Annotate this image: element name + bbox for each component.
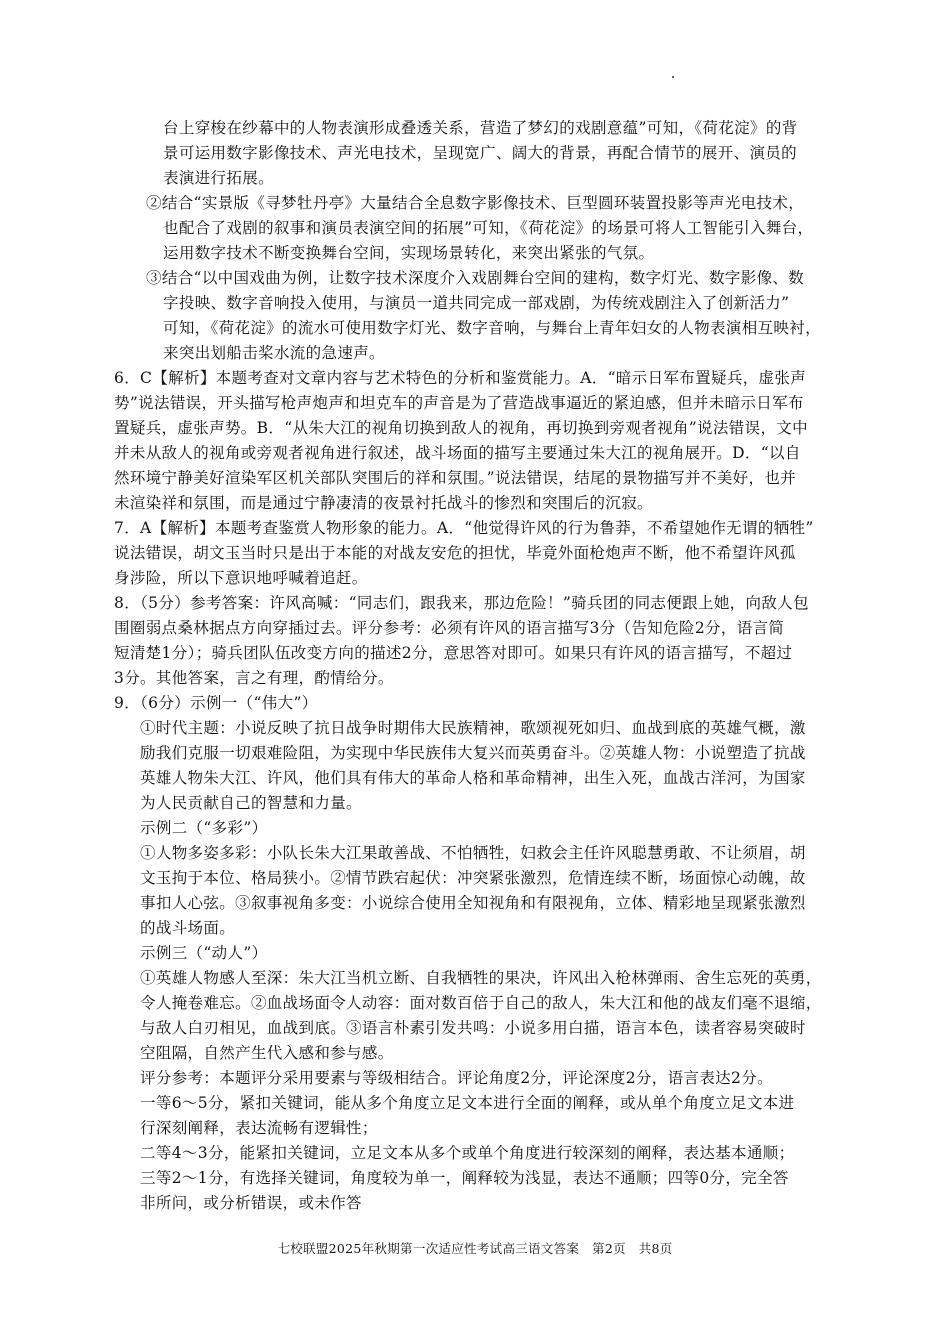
text-line: 一等6～5分，紧扣关键词，能从多个角度立足文本进行全面的阐释，或从单个角度立足文本进 (140, 1094, 795, 1112)
text-line: 说法错误，胡文玉当时只是出于本能的对战友安危的担忧，毕竟外面枪炮声不断，他不希望许风孤 (114, 544, 796, 562)
text-line: 并未从敌人的视角或旁观者视角进行叙述，战斗场面的描写主要通过朱大江的视角展开。D．“以自 (114, 444, 801, 462)
text-line: 励我们克服一切艰难险阻，为实现中华民族伟大复兴而英勇奋斗。②英雄人物：小说塑造了抗战 (140, 744, 806, 762)
text-line: 表演进行拓展。 (163, 169, 274, 187)
text-line: 空阻隔，自然产生代入感和参与感。 (140, 1044, 394, 1062)
text-line: 英雄人物朱大江、许风，他们具有伟大的革命人格和革命精神，出生入死，血战古洋河，为国家 (140, 769, 806, 787)
text-line: 与敌人白刃相见，血战到底。③语言朴素引发共鸣：小说多用白描，语言本色，读者容易突破时 (140, 1019, 806, 1037)
text-line: 台上穿梭在纱幕中的人物表演形成叠透关系，营造了梦幻的戏剧意蕴”可知，《荷花淀》的背 (163, 119, 798, 137)
text-line: 景可运用数字影像技术、声光电技术，呈现宽广、阔大的背景，再配合情节的展开、演员的 (163, 144, 798, 162)
text-line: ③结合“以中国戏曲为例，让数字技术深度介入戏剧舞台空间的建构，数字灯光、数字影像、数 (146, 269, 805, 287)
example-heading: 示例二（“多彩”） (140, 819, 268, 837)
text-line: 可知，《荷花淀》的流水可使用数字灯光、数字音响，与舞台上青年妇女的人物表演相互映衬， (163, 319, 821, 337)
text-line: 身涉险，所以下意识地呼喊着追赶。 (114, 569, 368, 587)
text-line: ②结合“实景版《寻梦牡丹亭》大量结合全息数字影像技术、巨型圆环装置投影等声光电技术， (146, 194, 805, 212)
text-line: ①时代主题：小说反映了抗日战争时期伟大民族精神，歌颂视死如归、血战到底的英雄气概，激 (140, 719, 806, 737)
scoring-line: 评分参考：本题评分采用要素与等级相结合。评论角度2分，评论深度2分，语言表达2分。 (140, 1069, 773, 1087)
text-line: 文玉拘于本位、格局狭小。②情节跌宕起伏：冲突紧张激烈，危情连续不断，场面惊心动魄，故 (140, 869, 806, 887)
text-line: ①英雄人物感人至深：朱大江当机立断、自我牺牲的果决，许风出入枪林弹雨、舍生忘死的英勇， (140, 969, 822, 987)
question-6-line: 6．C【解析】本题考查对文章内容与艺术特色的分析和鉴赏能力。A．“暗示日军布置疑兵，虚张声 (114, 369, 807, 387)
question-8-line: 8．（5分）参考答案：许风高喊：“同志们，跟我来，那边危险！”骑兵团的同志便跟上她，向敌人包 (114, 594, 809, 612)
question-9-line: 9．（6分）示例一（“伟大”） (114, 694, 318, 712)
corner-dot (672, 76, 674, 78)
text-line: 为人民贡献自己的智慧和力量。 (140, 794, 362, 812)
example-heading: 示例三（“动人”） (140, 944, 268, 962)
text-line: 运用数字技术不断变换舞台空间，实现场景转化，来突出紧张的气氛。 (163, 244, 655, 262)
text-line: 围圈弱点桑林据点方向穿插过去。评分参考：必须有许风的语言描写3分（告知危险2分，语言简 (114, 619, 785, 637)
text-line: 势”说法错误，开头描写枪声炮声和坦克车的声音是为了营造战事逼近的紧迫感，但并未暗示日军布 (114, 394, 804, 412)
text-line: 事扣人心弦。③叙事视角多变：小说综合使用全知视角和有限视角，立体、精彩地呈现紧张激烈 (140, 894, 806, 912)
text-line: 短清楚1分）；骑兵团队伍改变方向的描述2分，意思答对即可。如果只有许风的语言描写，不超过 (114, 644, 793, 662)
text-line: 3分。其他答案，言之有理，酌情给分。 (114, 669, 394, 687)
text-line: ①人物多姿多彩：小队长朱大江果敢善战、不怕牺牲，妇救会主任许风聪慧勇敢、不让须眉，胡 (140, 844, 806, 862)
text-line: 的战斗场面。 (140, 919, 236, 937)
text-line: 字投映、数字音响投入使用，与演员一道共同完成一部戏剧，为传统戏剧注入了创新活力” (163, 294, 790, 312)
text-line: 也配合了戏剧的叙事和演员表演空间的拓展”可知，《荷花淀》的场景可将人工智能引入舞台， (163, 219, 814, 237)
text-line: 来突出划船击桨水流的急速声。 (163, 344, 385, 362)
text-line: 行深刻阐释，表达流畅有逻辑性； (140, 1119, 378, 1137)
text-line: 令人掩卷难忘。②血战场面令人动容：面对数百倍于自己的敌人，朱大江和他的战友们毫不退缩， (140, 994, 822, 1012)
text-line: 未渲染祥和氛围，而是通过宁静凄清的夜景衬托战斗的惨烈和突围后的沉寂。 (114, 494, 653, 512)
question-7-line: 7．A【解析】本题考查鉴赏人物形象的能力。A．“他觉得许风的行为鲁莽，不希望她作无谓的牺牲” (114, 519, 814, 537)
text-line: 然环境宁静美好渲染军区机关部队突围后的祥和氛围。”说法错误，结尾的景物描写并不美好，也并 (114, 469, 797, 487)
text-line: 置疑兵，虚张声势。B．“从朱大江的视角切换到敌人的视角，再切换到旁观者视角”说法错误，文中 (114, 419, 808, 437)
text-line: 二等4～3分，能紧扣关键词，立足文本从多个或单个角度进行较深刻的阐释，表达基本通顺； (140, 1144, 795, 1162)
text-line: 三等2～1分，有选择关键词，角度较为单一，阐释较为浅显，表达不通顺；四等0分，完全答 (140, 1169, 789, 1187)
text-line: 非所问，或分析错误，或未作答 (140, 1194, 362, 1212)
page-footer: 七校联盟2025年秋期第一次适应性考试高三语文答案 第2页 共8页 (277, 1241, 673, 1256)
